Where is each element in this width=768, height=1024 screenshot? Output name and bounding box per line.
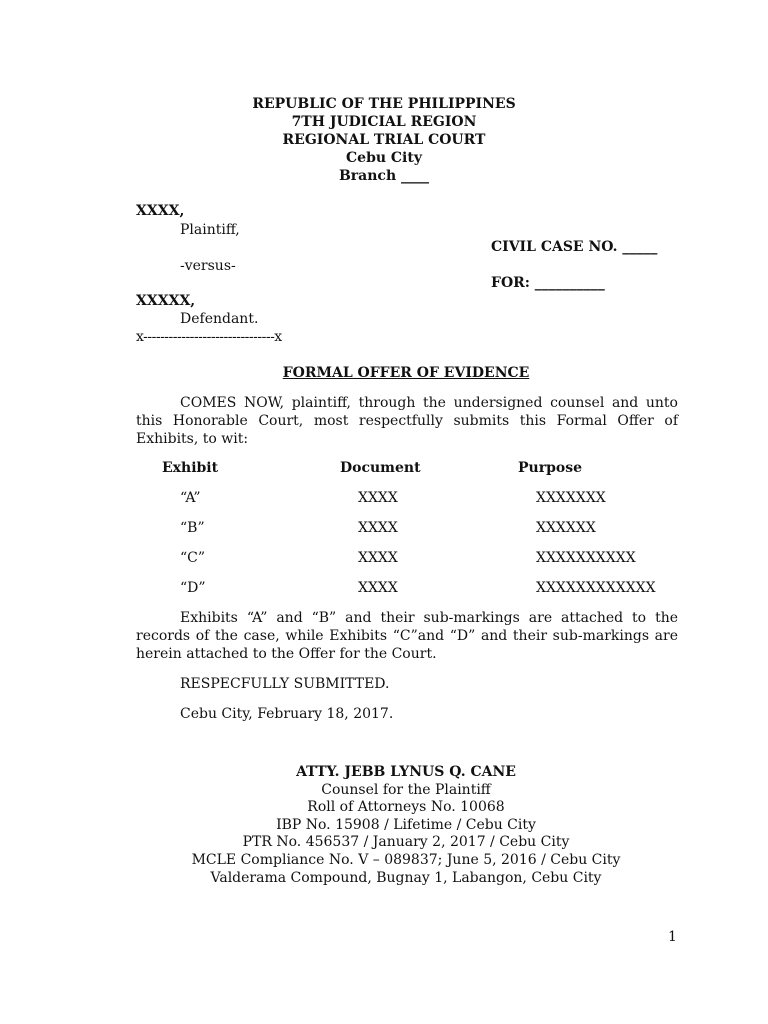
purpose-column-header: Purpose — [518, 460, 582, 476]
roll-of-attorneys: Roll of Attorneys No. 10068 — [307, 799, 505, 816]
closing-text: Exhibits “A” and “B” and their sub-markings are attached to the records of the case, while Exhibits “C”and “D” and their sub-markings are herein attached to the Offer for the Court. — [136, 610, 678, 662]
caption-separator: x-------------------------------x — [136, 329, 282, 345]
exhibit-row-b-purpose: XXXXXX — [536, 520, 596, 536]
exhibit-row-b-document: XXXX — [358, 520, 398, 536]
exhibit-row-c-purpose: XXXXXXXXXX — [536, 550, 636, 566]
case-for-label: FOR: __________ — [491, 275, 605, 291]
header-court: REGIONAL TRIAL COURT — [282, 132, 486, 148]
counsel-name: ATTY. JEBB LYNUS Q. CANE — [296, 764, 516, 780]
plaintiff-name: XXXX, — [136, 203, 185, 219]
exhibit-column-header: Exhibit — [162, 460, 219, 476]
ibp-number: IBP No. 15908 / Lifetime / Cebu City — [276, 816, 536, 833]
versus-label: -versus- — [180, 258, 236, 274]
civil-case-number: CIVIL CASE NO. _____ — [491, 239, 658, 255]
signature-block — [0, 764, 768, 887]
exhibit-row-b-label: “B” — [180, 520, 205, 536]
plaintiff-label: Plaintiff, — [180, 222, 240, 238]
date-line: Cebu City, February 18, 2017. — [180, 706, 394, 722]
intro-text: COMES NOW, plaintiff, through the undersigned counsel and unto this Honorable Court, most respectfully submits this Formal Offer of Exhibits, to wit: — [136, 395, 678, 447]
page-number: 1 — [668, 929, 677, 945]
mcle-compliance: MCLE Compliance No. V – 089837; June 5, 2016 / Cebu City — [191, 851, 621, 868]
intro-paragraph — [136, 394, 678, 448]
document-column-header: Document — [340, 460, 421, 476]
court-header — [0, 95, 768, 185]
exhibit-row-a-document: XXXX — [358, 490, 398, 506]
document-title: FORMAL OFFER OF EVIDENCE — [282, 365, 530, 381]
counsel-address: Valderama Compound, Bugnay 1, Labangon, Cebu City — [210, 869, 602, 886]
exhibit-row-c-label: “C” — [180, 550, 206, 566]
exhibit-row-d-document: XXXX — [358, 580, 398, 596]
exhibit-row-c-document: XXXX — [358, 550, 398, 566]
exhibit-row-d-purpose: XXXXXXXXXXXX — [536, 580, 656, 596]
defendant-label: Defendant. — [180, 311, 259, 327]
counsel-role: Counsel for the Plaintiff — [321, 781, 491, 798]
respectfully-submitted: RESPECFULLY SUBMITTED. — [180, 676, 390, 692]
closing-paragraph — [136, 609, 678, 663]
exhibit-row-d-label: “D” — [180, 580, 206, 596]
exhibit-row-a-label: “A” — [180, 490, 201, 506]
header-branch: Branch ____ — [338, 168, 430, 184]
ptr-number: PTR No. 456537 / January 2, 2017 / Cebu City — [242, 834, 570, 851]
defendant-name: XXXXX, — [136, 293, 196, 309]
exhibit-row-a-purpose: XXXXXXX — [536, 490, 606, 506]
header-judicial-region: 7TH JUDICIAL REGION — [291, 114, 477, 130]
header-republic: REPUBLIC OF THE PHILIPPINES — [252, 96, 516, 112]
header-city: Cebu City — [346, 150, 422, 166]
